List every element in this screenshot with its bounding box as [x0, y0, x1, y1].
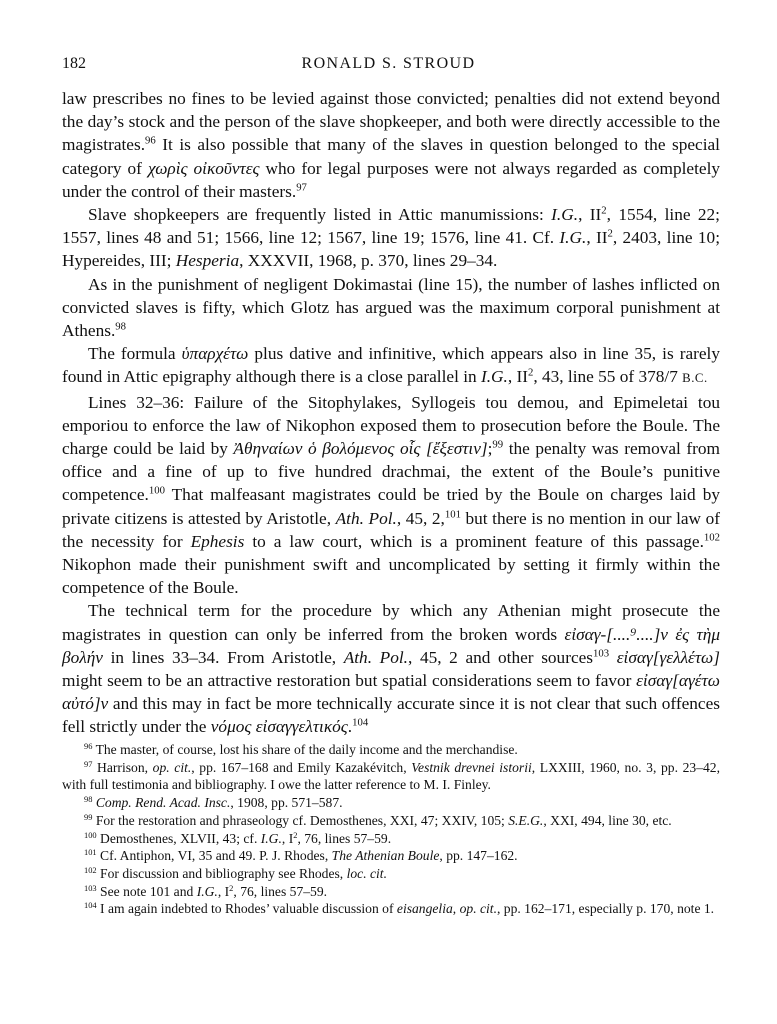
text: The master, of course, lost his share of the daily income and the merchandise. — [92, 742, 518, 757]
footnote-number: 101 — [84, 847, 97, 857]
text: See note 101 and — [96, 883, 197, 899]
citation-italic: I.G. — [559, 228, 587, 248]
citation-italic: Hesperia — [175, 251, 240, 271]
text: might seem to be an attractive restoration but spatial considerations seem to favor — [62, 671, 637, 691]
text: , pp. 167–168 and Emily Kazakévitch, — [191, 759, 412, 775]
text: , II — [507, 367, 528, 387]
superscript: 2 — [293, 829, 298, 840]
footnote-98 — [62, 794, 720, 812]
text: , XXXVII, 1968, p. 370, lines 29–34. — [239, 251, 498, 271]
text: the penalty was removal from office and a fine of up to five hundred drachmai, the extent of the Boule’s punitive competence. — [62, 439, 720, 505]
citation-italic: I.G. — [551, 205, 579, 225]
text: and this may in fact be more technically accurate since it is not clear that such offences fell strictly under the — [62, 694, 720, 737]
text: , pp. 147–162. — [439, 848, 518, 864]
citation-italic: Vestnik drevnei istorii — [411, 759, 532, 775]
footnote-number: 98 — [84, 793, 93, 804]
superscript: 2 — [601, 204, 607, 217]
paragraph-3 — [62, 273, 720, 343]
paragraph-5 — [62, 391, 720, 600]
text: Harrison, — [92, 759, 153, 775]
footnote-number: 99 — [84, 811, 93, 822]
term-italic: eisangelia — [396, 901, 453, 917]
greek-text: ὑπαρχέτω — [181, 344, 249, 364]
footnotes — [62, 741, 720, 918]
text: , 43, line 55 of 378/7 — [533, 367, 683, 387]
footnote-ref-98[interactable]: 98 — [115, 320, 126, 333]
footnote-ref-101[interactable]: 101 — [444, 508, 461, 521]
text: , I — [217, 883, 230, 899]
footnote-96 — [62, 741, 720, 759]
footnote-number: 103 — [84, 882, 97, 893]
footnote-ref-102[interactable]: 102 — [703, 531, 720, 544]
greek-text: νόμος εἰσαγγελτικός — [210, 717, 348, 737]
footnote-number: 100 — [84, 829, 97, 840]
citation-italic: I.G. — [480, 367, 508, 387]
text: The technical term for the procedure by which any Athenian might prosecute the magistrates in question can only be inferred from the broken words — [62, 601, 720, 644]
text: , 76, lines 57–59. — [297, 830, 392, 846]
text: The formula — [88, 344, 182, 364]
greek-text: εἰσαγ-[....⁹....]ν ἐς τὴμ βολήν — [62, 624, 720, 667]
footnote-ref-97[interactable]: 97 — [296, 181, 307, 194]
footnote-ref-99[interactable]: 99 — [492, 438, 504, 451]
paragraph-4 — [62, 342, 720, 390]
text: That malfeasant magistrates could be tried by the Boule on charges laid by private citizens is attested by Aristotle, — [62, 485, 720, 528]
footnote-number: 102 — [84, 864, 97, 875]
running-head-author: RONALD S. STROUD — [301, 55, 476, 72]
footnote-number: 104 — [84, 900, 97, 911]
text: For the restoration and phraseology cf. Demosthenes, XXI, 47; XXIV, 105; — [92, 812, 509, 828]
footnote-ref-100[interactable]: 100 — [148, 484, 165, 497]
page-number: 182 — [62, 55, 86, 72]
text: , 45, 2, — [396, 508, 445, 528]
superscript: 2 — [528, 366, 534, 379]
term-italic: Ephesis — [190, 531, 245, 551]
footnote-ref-104[interactable]: 104 — [352, 716, 369, 729]
text: , LXXIII, 1960, no. 3, pp. 23–42, with full testimonia and bibliography. I owe the latter reference to M. I. Finley. — [62, 759, 721, 793]
greek-text: χωρὶς οἰκοῦντες — [147, 158, 260, 178]
footnote-99 — [62, 812, 720, 830]
footnote-number: 97 — [84, 758, 93, 769]
footnote-104 — [62, 900, 720, 918]
citation-italic: Ath. Pol. — [343, 647, 408, 667]
text: Cf. Antiphon, VI, 35 and 49. P. J. Rhodes, — [96, 848, 332, 864]
footnote-ref-96[interactable]: 96 — [145, 134, 156, 147]
citation-italic: I.G. — [196, 883, 218, 899]
citation-italic: S.E.G. — [508, 812, 544, 828]
text: . — [347, 717, 353, 737]
citation-italic: op. cit. — [152, 759, 192, 775]
text: Demosthenes, XLVII, 43; cf. — [96, 830, 261, 846]
text: , II — [578, 205, 602, 225]
text: Lines 32–36: Failure of the Sitophylakes, Syllogeis tou demou, and Epimeletai tou emporiou to enforce the law of Nikophon exposed them to prosecution before the Boule. The charge could be laid by — [62, 392, 720, 459]
text: Slave shopkeepers are frequently listed in Attic manumissions: — [88, 205, 552, 225]
text: For discussion and bibliography see Rhodes, — [96, 865, 347, 881]
text: but there is no mention in our law of the necessity for — [62, 508, 720, 551]
superscript: 2 — [607, 227, 613, 240]
footnote-100 — [62, 830, 720, 848]
text: , 2403, line 10; Hypereides, III; — [62, 228, 720, 271]
paragraph-1 — [62, 87, 720, 203]
text: plus dative and infinitive, which appears also in line 35, is rarely found in Attic epigraphy although there is a close parallel in — [62, 344, 720, 387]
small-caps-era: B.C. — [682, 371, 708, 386]
text: , 76, lines 57–59. — [233, 883, 328, 899]
text: As in the punishment of negligent Dokimastai (line 15), the number of lashes inflicted on convicted slaves is fifty, which Glotz has argued was the maximum corporal punishment at Athens. — [62, 274, 720, 341]
footnote-103 — [62, 883, 720, 901]
text: I am again indebted to Rhodes’ valuable discussion of — [96, 901, 397, 917]
text: in lines 33–34. From Aristotle, — [102, 647, 344, 667]
text: ; — [487, 439, 493, 459]
text: , — [452, 901, 460, 917]
text: , pp. 162–171, especially p. 170, note 1. — [496, 901, 715, 917]
citation-italic: Ath. Pol. — [335, 508, 397, 528]
text: It is also possible that many of the slaves in question belonged to the special category of — [62, 135, 720, 178]
main-text — [62, 87, 720, 739]
footnote-97 — [62, 759, 720, 794]
text: who for legal purposes were not always regarded as completely under the control of their masters. — [62, 158, 721, 201]
greek-text: εἰσαγ[γελλέτω] — [616, 647, 720, 667]
text: , 45, 2 and other sources — [407, 647, 594, 667]
footnote-102 — [62, 865, 720, 883]
greek-text: εἰσαγ[αγέτω αὐτό]ν — [62, 671, 720, 714]
text: , XXI, 494, line 30, etc. — [543, 812, 672, 828]
citation-italic: The Athenian Boule — [331, 848, 440, 864]
text: , 1554, line 22; 1557, lines 48 and 51; 1566, line 12; 1567, line 19; 1576, line 41. Cf. — [62, 205, 720, 248]
text: Nikophon made their punishment swift and uncomplicated by setting it firmly within the competence of the Boule. — [62, 555, 720, 598]
footnote-101 — [62, 847, 720, 865]
paragraph-2 — [62, 203, 720, 273]
text: , I — [281, 830, 294, 846]
text: , 1908, pp. 571–587. — [230, 795, 343, 811]
text: law prescribes no fines to be levied against those convicted; penalties did not extend beyond the day’s stock and the person of the slave shopkeeper, and both were directly accessible to the magistrates. — [62, 89, 720, 155]
text — [609, 648, 617, 667]
citation-italic: op. cit. — [459, 901, 497, 917]
citation-italic: I.G. — [260, 830, 282, 846]
citation-italic: loc. cit. — [346, 865, 387, 881]
greek-text: Ἀθηναίων ὁ βολόμενος οἷς [ἔξεστιν] — [233, 439, 488, 459]
superscript: 2 — [229, 882, 234, 893]
paragraph-6 — [62, 599, 720, 738]
running-head — [0, 55, 777, 79]
footnote-ref-103[interactable]: 103 — [593, 647, 610, 660]
footnote-number: 96 — [84, 740, 93, 751]
text: , II — [586, 228, 608, 248]
citation-italic: Comp. Rend. Acad. Insc. — [95, 795, 231, 811]
text: to a law court, which is a prominent feature of this passage. — [244, 531, 704, 551]
